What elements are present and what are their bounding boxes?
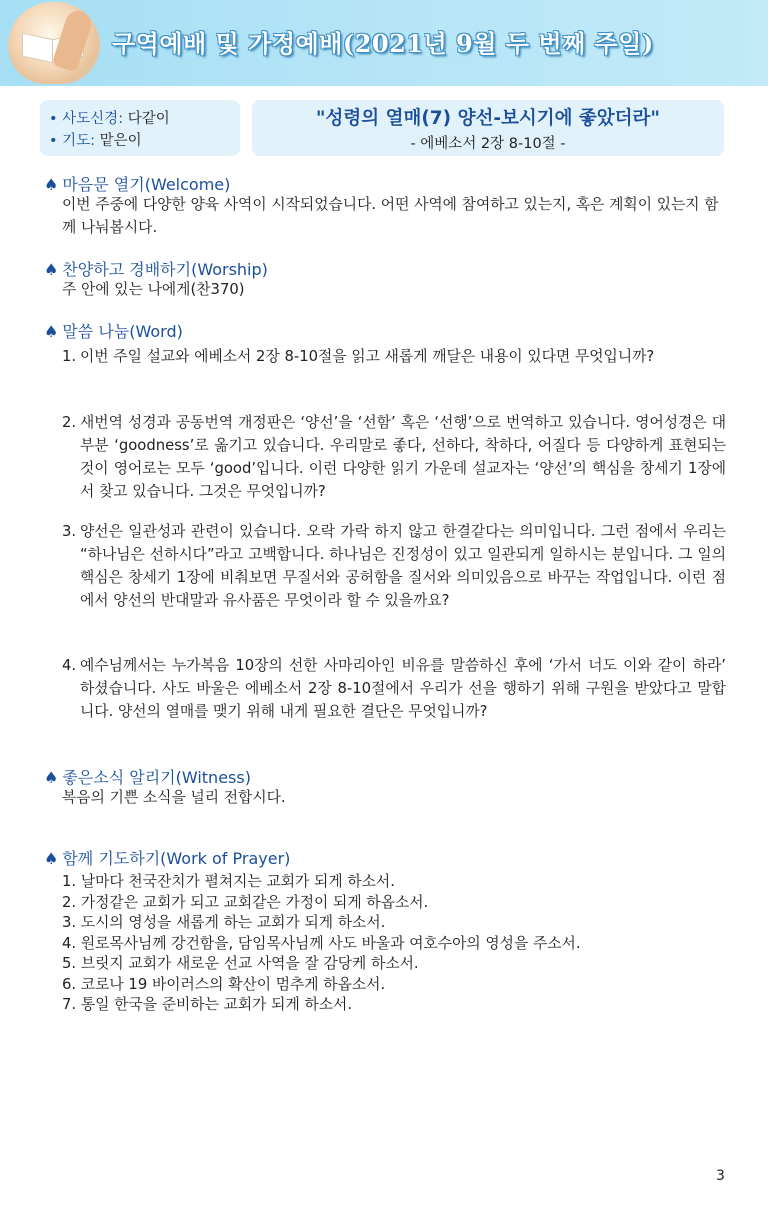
prayer-item: 5. 브릿지 교회가 새로운 선교 사역을 잘 감당케 하소서.	[62, 955, 419, 972]
question-item	[62, 345, 726, 368]
section-heading-welcome: ♠ 마음문 열기(Welcome)	[44, 175, 231, 194]
section-heading-witness: ♠ 좋은소식 알리기(Witness)	[44, 768, 251, 787]
prayer-item: 7. 통일 한국을 준비하는 교회가 되게 하소서.	[62, 996, 353, 1013]
creed-label: • 사도신경:	[49, 111, 124, 127]
worship-info-box	[40, 100, 240, 156]
prayer-leader-line	[49, 129, 142, 150]
question-item	[62, 411, 726, 503]
prayer-item: 6. 코로나 19 바이러스의 확산이 멈추게 하옵소서.	[62, 975, 386, 993]
question-number: 3.	[62, 523, 77, 540]
prayer-list	[62, 872, 726, 1016]
section-heading-word: ♠ 말씀 나눔(Word)	[44, 322, 183, 341]
sermon-reference: - 에베소서 2장 8-10절 -	[410, 136, 566, 152]
section-heading-prayer: ♠ 함께 기도하기(Work of Prayer)	[44, 849, 291, 868]
page-number: 3	[716, 1168, 725, 1184]
sermon-title-box	[252, 100, 724, 156]
sermon-title: "성령의 열매(7) 양선-보시기에 좋았더라"	[315, 108, 661, 129]
prayer-item: 4. 원로목사님께 강건함을, 담임목사님께 사도 바울과 여호수아의 영성을 주소서.	[62, 934, 581, 952]
spade-icon: ♠	[44, 175, 59, 194]
prayer-label: • 기도:	[49, 133, 96, 149]
question-text: 이번 주일 설교와 에베소서 2장 8-10절을 읽고 새롭게 깨달은 내용이 있다면 무엇입니까?	[80, 348, 655, 365]
spade-icon: ♠	[44, 260, 59, 279]
question-text: 예수님께서는 누가복음 10장의 선한 사마리아인 비유를 말씀하신 후에 ‘가서 너도 이와 같이 하라’ 하셨습니다. 사도 바울은 에베소서 2장 8-10절에서 우리가 선을 행하기 위해 구원을 받았다고 말합니다. 양선의 열매를 맺기 위해 내게 필요한 결단은 무엇입니까?	[80, 657, 726, 720]
page-title: 구역예배 및 가정예배(2021년 9월 두 번째 주일)	[112, 29, 654, 58]
spade-icon: ♠	[44, 322, 59, 341]
prayer-item: 3. 도시의 영성을 새롭게 하는 교회가 되게 하소서.	[62, 914, 386, 931]
section-heading-worship: ♠ 찬양하고 경배하기(Worship)	[44, 260, 268, 279]
worship-text: 주 안에 있는 나에게(찬370)	[62, 281, 245, 298]
prayer-item: 2. 가정같은 교회가 되고 교회같은 가정이 되게 하옵소서.	[62, 893, 429, 911]
question-text: 양선은 일관성과 관련이 있습니다. 오락 가락 하지 않고 한결같다는 의미입니다. 그런 점에서 우리는 “하나님은 선하시다”라고 고백합니다. 하나님은 진정성이 있고 일관되게 일하시는 분입니다. 그 일의 핵심은 창세기 1장에 비춰보면 무질서와 공허함을 질서와 의미있음으로 바꾸는 작업입니다. 이런 점에서 양선의 반대말과 유사품은 무엇이라 할 수 있을까요?	[80, 523, 726, 609]
question-number: 2.	[62, 414, 77, 431]
question-item	[62, 654, 726, 723]
bible-page-left	[22, 33, 54, 64]
question-text: 새번역 성경과 공동번역 개정판은 ‘양선’을 ‘선함’ 혹은 ‘선행’으로 번역하고 있습니다. 영어성경은 대부분 ‘goodness’로 옮기고 있습니다. 우리말로 좋다, 선하다, 착하다, 어질다 등 다양하게 표현되는 것이 영어로는 모두 ‘good’입니다. 이런 다양한 읽기 가운데 설교자는 ‘양선’의 핵심을 창세기 1장에서 찾고 있습니다. 그것은 무엇입니까?	[80, 414, 726, 500]
prayer-item: 1. 날마다 천국잔치가 펼쳐지는 교회가 되게 하소서.	[62, 873, 395, 890]
question-number: 4.	[62, 657, 77, 674]
creed-line	[49, 107, 170, 128]
question-number: 1.	[62, 348, 77, 365]
creed-value: 다같이	[127, 111, 170, 127]
witness-text: 복음의 기쁜 소식을 널리 전합시다.	[62, 789, 286, 806]
welcome-text: 이번 주중에 다양한 양육 사역이 시작되었습니다. 어떤 사역에 참여하고 있는지, 혹은 계획이 있는지 함께 나눠봅시다.	[62, 196, 719, 236]
question-item	[62, 520, 726, 612]
praying-hands-bible-image	[8, 2, 100, 84]
prayer-value: 맡은이	[99, 133, 142, 149]
spade-icon: ♠	[44, 768, 59, 787]
spade-icon: ♠	[44, 849, 59, 868]
header-banner	[0, 0, 768, 86]
